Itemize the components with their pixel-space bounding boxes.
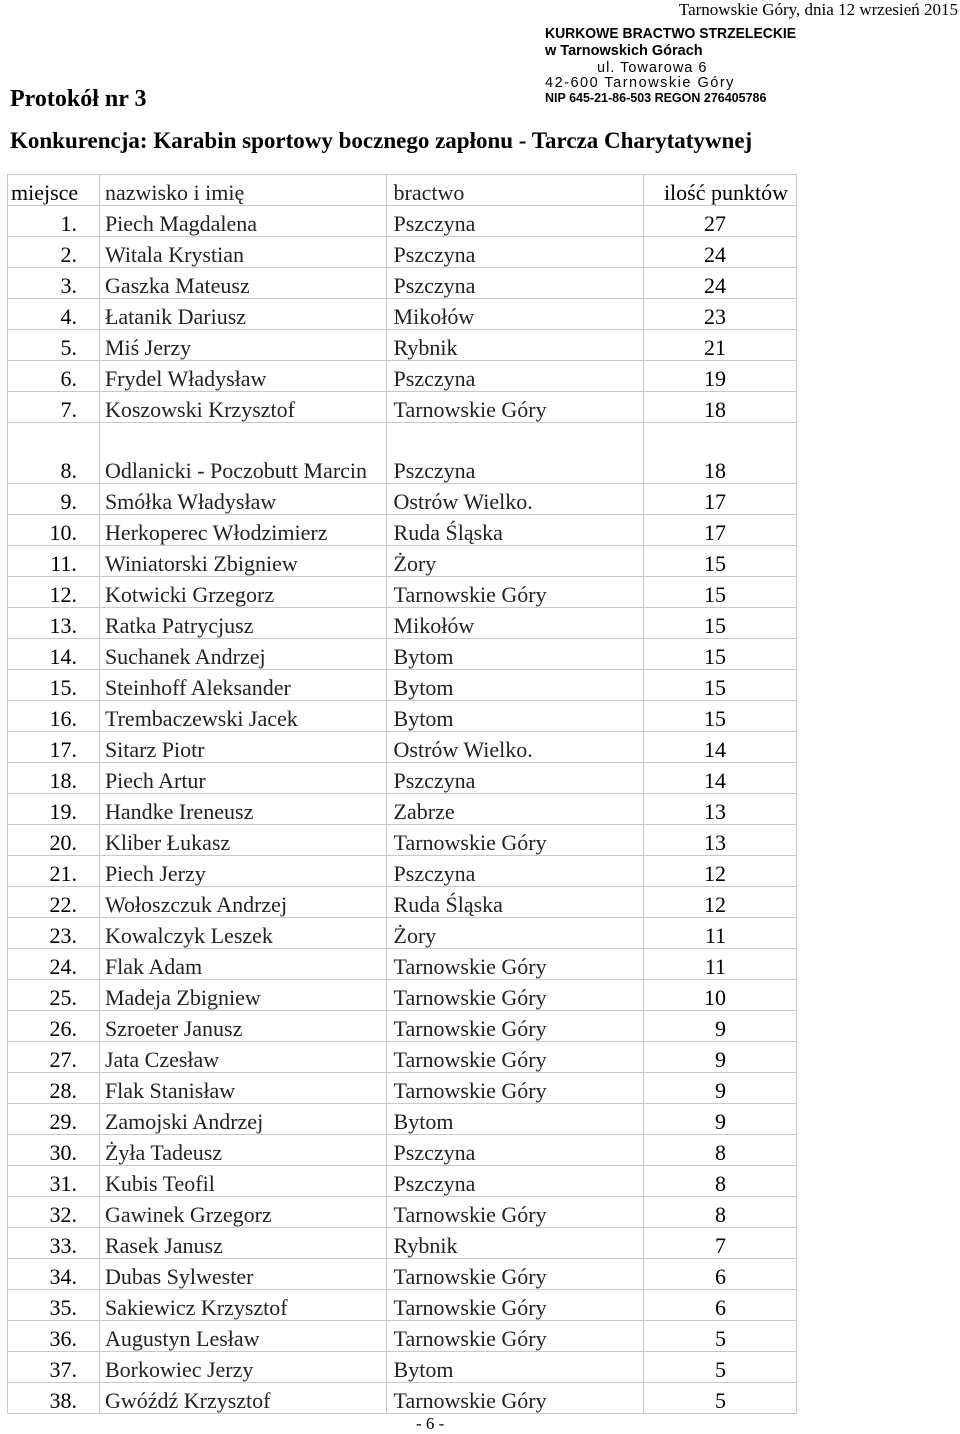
table-row <box>8 701 797 732</box>
points-cell: 6 <box>644 1259 797 1290</box>
column-header-points: ilość punktów <box>644 175 797 206</box>
name-cell: Steinhoff Aleksander <box>99 670 386 701</box>
points-cell: 17 <box>644 515 797 546</box>
table-row <box>8 980 797 1011</box>
club-cell: Tarnowskie Góry <box>386 577 644 608</box>
name-cell: Jata Czesław <box>99 1042 386 1073</box>
table-row <box>8 1383 797 1414</box>
club-cell: Bytom <box>386 1104 644 1135</box>
table-row <box>8 1042 797 1073</box>
column-header-place: miejsce <box>8 175 100 206</box>
column-header-club: bractwo <box>386 175 644 206</box>
place-cell: 17. <box>8 732 100 763</box>
table-row <box>8 1259 797 1290</box>
club-cell: Bytom <box>386 670 644 701</box>
points-cell: 8 <box>644 1166 797 1197</box>
club-cell: Tarnowskie Góry <box>386 1197 644 1228</box>
table-row <box>8 732 797 763</box>
points-cell: 15 <box>644 577 797 608</box>
table-row <box>8 1228 797 1259</box>
points-cell: 9 <box>644 1073 797 1104</box>
name-cell: Szroeter Janusz <box>99 1011 386 1042</box>
table-row <box>8 423 797 484</box>
name-cell: Kotwicki Grzegorz <box>99 577 386 608</box>
points-cell: 5 <box>644 1321 797 1352</box>
points-cell: 14 <box>644 763 797 794</box>
place-cell: 2. <box>8 237 100 268</box>
place-cell: 33. <box>8 1228 100 1259</box>
table-row <box>8 546 797 577</box>
name-cell: Piech Jerzy <box>99 856 386 887</box>
place-cell: 30. <box>8 1135 100 1166</box>
points-cell: 15 <box>644 639 797 670</box>
points-cell: 5 <box>644 1383 797 1414</box>
place-cell: 6. <box>8 361 100 392</box>
name-cell: Suchanek Andrzej <box>99 639 386 670</box>
table-row <box>8 361 797 392</box>
points-cell: 18 <box>644 423 797 484</box>
column-header-name: nazwisko i imię <box>99 175 386 206</box>
club-cell: Bytom <box>386 639 644 670</box>
name-cell: Flak Adam <box>99 949 386 980</box>
name-cell: Madeja Zbigniew <box>99 980 386 1011</box>
place-cell: 27. <box>8 1042 100 1073</box>
table-row <box>8 1290 797 1321</box>
place-cell: 16. <box>8 701 100 732</box>
name-cell: Trembaczewski Jacek <box>99 701 386 732</box>
place-cell: 24. <box>8 949 100 980</box>
name-cell: Koszowski Krzysztof <box>99 392 386 423</box>
club-cell: Mikołów <box>386 299 644 330</box>
place-cell: 31. <box>8 1166 100 1197</box>
points-cell: 7 <box>644 1228 797 1259</box>
table-row <box>8 392 797 423</box>
table-row <box>8 918 797 949</box>
place-cell: 34. <box>8 1259 100 1290</box>
club-cell: Tarnowskie Góry <box>386 1073 644 1104</box>
table-row <box>8 1197 797 1228</box>
club-cell: Tarnowskie Góry <box>386 1321 644 1352</box>
document-date: Tarnowskie Góry, dnia 12 wrzesień 2015 <box>678 0 958 19</box>
place-cell: 7. <box>8 392 100 423</box>
table-row <box>8 763 797 794</box>
table-row <box>8 268 797 299</box>
club-cell: Bytom <box>386 701 644 732</box>
name-cell: Witala Krystian <box>99 237 386 268</box>
place-cell: 37. <box>8 1352 100 1383</box>
name-cell: Handke Ireneusz <box>99 794 386 825</box>
place-cell: 12. <box>8 577 100 608</box>
club-cell: Tarnowskie Góry <box>386 1383 644 1414</box>
name-cell: Piech Artur <box>99 763 386 794</box>
place-cell: 38. <box>8 1383 100 1414</box>
place-cell: 10. <box>8 515 100 546</box>
name-cell: Gaszka Mateusz <box>99 268 386 299</box>
table-row <box>8 1011 797 1042</box>
club-cell: Żory <box>386 546 644 577</box>
place-cell: 26. <box>8 1011 100 1042</box>
points-cell: 24 <box>644 268 797 299</box>
points-cell: 9 <box>644 1104 797 1135</box>
points-cell: 27 <box>644 206 797 237</box>
club-cell: Rybnik <box>386 330 644 361</box>
name-cell: Augustyn Lesław <box>99 1321 386 1352</box>
club-cell: Tarnowskie Góry <box>386 1259 644 1290</box>
place-cell: 20. <box>8 825 100 856</box>
name-cell: Sitarz Piotr <box>99 732 386 763</box>
club-cell: Bytom <box>386 1352 644 1383</box>
points-cell: 12 <box>644 856 797 887</box>
place-cell: 25. <box>8 980 100 1011</box>
table-row <box>8 1104 797 1135</box>
table-row <box>8 515 797 546</box>
name-cell: Odlanicki - Poczobutt Marcin <box>99 423 386 484</box>
place-cell: 13. <box>8 608 100 639</box>
table-row <box>8 1352 797 1383</box>
club-cell: Tarnowskie Góry <box>386 980 644 1011</box>
table-row <box>8 608 797 639</box>
table-row <box>8 1321 797 1352</box>
table-row <box>8 794 797 825</box>
points-cell: 23 <box>644 299 797 330</box>
place-cell: 8. <box>8 423 100 484</box>
organization-stamp <box>545 26 820 104</box>
table-row <box>8 237 797 268</box>
points-cell: 8 <box>644 1197 797 1228</box>
points-cell: 18 <box>644 392 797 423</box>
name-cell: Wołoszczuk Andrzej <box>99 887 386 918</box>
name-cell: Sakiewicz Krzysztof <box>99 1290 386 1321</box>
club-cell: Tarnowskie Góry <box>386 1011 644 1042</box>
name-cell: Flak Stanisław <box>99 1073 386 1104</box>
club-cell: Pszczyna <box>386 361 644 392</box>
club-cell: Tarnowskie Góry <box>386 825 644 856</box>
points-cell: 13 <box>644 794 797 825</box>
name-cell: Kliber Łukasz <box>99 825 386 856</box>
club-cell: Pszczyna <box>386 1135 644 1166</box>
name-cell: Smółka Władysław <box>99 484 386 515</box>
place-cell: 29. <box>8 1104 100 1135</box>
name-cell: Frydel Władysław <box>99 361 386 392</box>
club-cell: Pszczyna <box>386 423 644 484</box>
table-row <box>8 949 797 980</box>
points-cell: 19 <box>644 361 797 392</box>
place-cell: 32. <box>8 1197 100 1228</box>
points-cell: 11 <box>644 949 797 980</box>
club-cell: Mikołów <box>386 608 644 639</box>
points-cell: 13 <box>644 825 797 856</box>
place-cell: 28. <box>8 1073 100 1104</box>
points-cell: 11 <box>644 918 797 949</box>
name-cell: Herkoperec Włodzimierz <box>99 515 386 546</box>
club-cell: Tarnowskie Góry <box>386 1290 644 1321</box>
name-cell: Ratka Patrycjusz <box>99 608 386 639</box>
club-cell: Ostrów Wielko. <box>386 732 644 763</box>
name-cell: Piech Magdalena <box>99 206 386 237</box>
name-cell: Borkowiec Jerzy <box>99 1352 386 1383</box>
name-cell: Zamojski Andrzej <box>99 1104 386 1135</box>
points-cell: 10 <box>644 980 797 1011</box>
name-cell: Kubis Teofil <box>99 1166 386 1197</box>
club-cell: Pszczyna <box>386 206 644 237</box>
table-row <box>8 887 797 918</box>
points-cell: 12 <box>644 887 797 918</box>
place-cell: 4. <box>8 299 100 330</box>
club-cell: Tarnowskie Góry <box>386 949 644 980</box>
name-cell: Kowalczyk Leszek <box>99 918 386 949</box>
place-cell: 9. <box>8 484 100 515</box>
points-cell: 17 <box>644 484 797 515</box>
place-cell: 15. <box>8 670 100 701</box>
club-cell: Tarnowskie Góry <box>386 1042 644 1073</box>
name-cell: Dubas Sylwester <box>99 1259 386 1290</box>
points-cell: 24 <box>644 237 797 268</box>
table-row <box>8 330 797 361</box>
table-row <box>8 670 797 701</box>
name-cell: Winiatorski Zbigniew <box>99 546 386 577</box>
name-cell: Rasek Janusz <box>99 1228 386 1259</box>
points-cell: 15 <box>644 701 797 732</box>
stamp-line-street: ul. Towarowa 6 <box>597 59 708 76</box>
name-cell: Gawinek Grzegorz <box>99 1197 386 1228</box>
table-header-row <box>8 175 797 206</box>
place-cell: 23. <box>8 918 100 949</box>
club-cell: Pszczyna <box>386 237 644 268</box>
place-cell: 21. <box>8 856 100 887</box>
club-cell: Rybnik <box>386 1228 644 1259</box>
club-cell: Ruda Śląska <box>386 515 644 546</box>
results-table <box>7 174 797 1414</box>
name-cell: Łatanik Dariusz <box>99 299 386 330</box>
club-cell: Ruda Śląska <box>386 887 644 918</box>
place-cell: 22. <box>8 887 100 918</box>
points-cell: 9 <box>644 1042 797 1073</box>
place-cell: 3. <box>8 268 100 299</box>
club-cell: Żory <box>386 918 644 949</box>
name-cell: Żyła Tadeusz <box>99 1135 386 1166</box>
stamp-line-postcode: 42-600 Tarnowskie Góry <box>545 75 735 91</box>
place-cell: 1. <box>8 206 100 237</box>
points-cell: 5 <box>644 1352 797 1383</box>
points-cell: 15 <box>644 608 797 639</box>
points-cell: 21 <box>644 330 797 361</box>
stamp-line-tax-ids: NIP 645-21-86-503 REGON 276405786 <box>545 90 767 105</box>
place-cell: 36. <box>8 1321 100 1352</box>
table-row <box>8 856 797 887</box>
club-cell: Pszczyna <box>386 1166 644 1197</box>
points-cell: 15 <box>644 670 797 701</box>
table-row <box>8 577 797 608</box>
table-row <box>8 299 797 330</box>
table-row <box>8 206 797 237</box>
club-cell: Tarnowskie Góry <box>386 392 644 423</box>
table-row <box>8 1135 797 1166</box>
place-cell: 35. <box>8 1290 100 1321</box>
page-number: - 6 - <box>416 1414 445 1433</box>
club-cell: Zabrze <box>386 794 644 825</box>
table-row <box>8 1073 797 1104</box>
points-cell: 9 <box>644 1011 797 1042</box>
name-cell: Gwóźdź Krzysztof <box>99 1383 386 1414</box>
club-cell: Pszczyna <box>386 856 644 887</box>
protocol-title: Protokół nr 3 <box>10 86 147 112</box>
stamp-line-city: w Tarnowskich Górach <box>545 43 703 59</box>
place-cell: 11. <box>8 546 100 577</box>
points-cell: 8 <box>644 1135 797 1166</box>
points-cell: 15 <box>644 546 797 577</box>
stamp-line-name: KURKOWE BRACTWO STRZELECKIE <box>545 25 797 42</box>
club-cell: Pszczyna <box>386 268 644 299</box>
table-row <box>8 825 797 856</box>
competition-title: Konkurencja: Karabin sportowy bocznego zapłonu - Tarcza Charytatywnej <box>10 128 753 153</box>
table-row <box>8 1166 797 1197</box>
club-cell: Ostrów Wielko. <box>386 484 644 515</box>
name-cell: Miś Jerzy <box>99 330 386 361</box>
place-cell: 18. <box>8 763 100 794</box>
table-row <box>8 639 797 670</box>
points-cell: 14 <box>644 732 797 763</box>
table-row <box>8 484 797 515</box>
place-cell: 5. <box>8 330 100 361</box>
club-cell: Pszczyna <box>386 763 644 794</box>
place-cell: 14. <box>8 639 100 670</box>
place-cell: 19. <box>8 794 100 825</box>
points-cell: 6 <box>644 1290 797 1321</box>
